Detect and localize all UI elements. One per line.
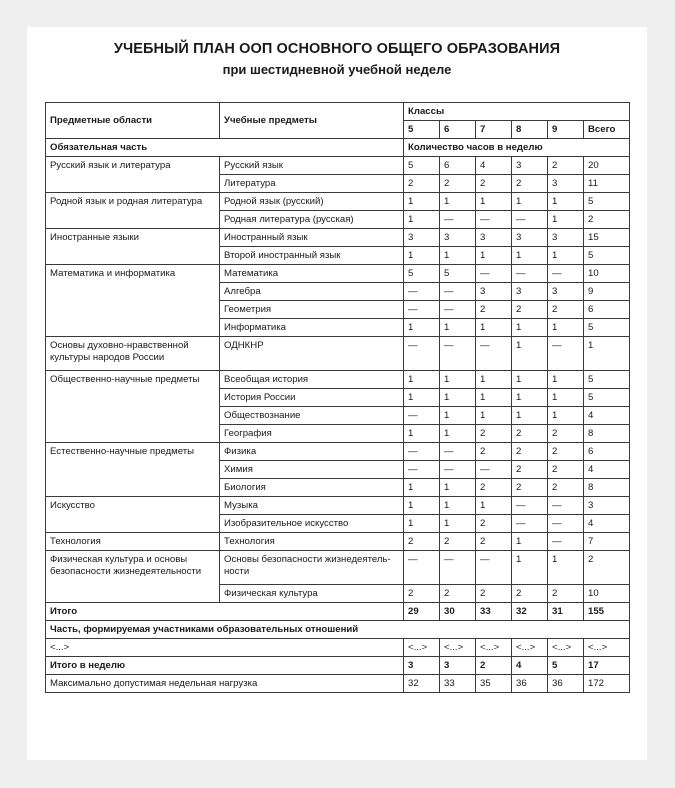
subject-name: История России [220,389,404,407]
hours-cell: — [548,515,584,533]
hours-cell: — [404,461,440,479]
weekly-total-row-value: 17 [584,657,630,675]
hours-cell: 3 [548,229,584,247]
hours-cell: — [512,515,548,533]
hours-cell: 1 [440,319,476,337]
hours-cell: — [440,461,476,479]
hours-cell: 1 [404,193,440,211]
document-page [27,27,647,760]
hours-cell: 4 [476,157,512,175]
hours-cell: 1 [512,247,548,265]
hours-cell: — [548,337,584,371]
subject-row [46,551,630,585]
hours-cell: 1 [548,193,584,211]
hours-cell: 2 [512,175,548,193]
subject-name: Математика [220,265,404,283]
hours-cell: — [476,461,512,479]
weekly-total-row-value: 4 [512,657,548,675]
max-load-row [46,675,630,693]
max-load-row-value: 36 [512,675,548,693]
hours-cell: 2 [476,175,512,193]
subject-area: Математика и информатика [46,265,220,337]
header-subjects: Учебные предметы [220,103,404,139]
hours-cell: — [476,211,512,229]
hours-cell: — [440,337,476,371]
hours-cell: 2 [548,425,584,443]
hours-total: 2 [584,551,630,585]
hours-total: 4 [584,461,630,479]
hours-total: 8 [584,425,630,443]
weekly-total-row-value: 5 [548,657,584,675]
hours-cell: 1 [548,247,584,265]
hours-cell: 1 [404,479,440,497]
max-load-row-label: Максимально допустимая недельная нагрузка [46,675,404,693]
subject-name: ОДНКНР [220,337,404,371]
hours-total: 2 [584,211,630,229]
subject-name: Физика [220,443,404,461]
subject-name: Алгебра [220,283,404,301]
subject-area: Искусство [46,497,220,533]
max-load-row-value: 33 [440,675,476,693]
hours-cell: 3 [548,175,584,193]
subject-name: Основы безопасности жизнедеятель-ности [220,551,404,585]
max-load-row-value: 35 [476,675,512,693]
hours-cell: 1 [476,193,512,211]
subject-area: Основы духовно-нравственной культуры народов России [46,337,220,371]
hours-cell: 1 [476,319,512,337]
hours-total: 11 [584,175,630,193]
subject-name: Родная литература (русская) [220,211,404,229]
hours-total: 5 [584,247,630,265]
subject-area: Физическая культура и основы безопасности жизнедеятельности [46,551,220,603]
hours-total: 5 [584,319,630,337]
subject-name: Химия [220,461,404,479]
hours-cell: 1 [512,371,548,389]
hours-cell: 1 [440,407,476,425]
hours-cell: — [404,301,440,319]
hours-cell: 1 [548,389,584,407]
part-placeholder-row-value: <...> [476,639,512,657]
hours-cell: 2 [476,443,512,461]
header-grade: 8 [512,121,548,139]
hours-cell: 2 [548,157,584,175]
hours-cell: — [440,443,476,461]
hours-cell: — [404,337,440,371]
hours-total: 5 [584,193,630,211]
hours-cell: 2 [440,585,476,603]
hours-total: 5 [584,371,630,389]
max-load-row-value: 172 [584,675,630,693]
hours-cell: — [404,407,440,425]
hours-total: 1 [584,337,630,371]
hours-cell: — [440,211,476,229]
subject-name: Технология [220,533,404,551]
hours-total: 8 [584,479,630,497]
hours-cell: 2 [404,585,440,603]
total-row [46,603,630,621]
hours-cell: — [440,551,476,585]
hours-cell: 1 [440,479,476,497]
hours-cell: — [512,265,548,283]
hours-cell: 3 [404,229,440,247]
hours-total: 20 [584,157,630,175]
hours-cell: 1 [440,247,476,265]
hours-cell: 2 [440,533,476,551]
subject-name: Литература [220,175,404,193]
hours-total: 3 [584,497,630,515]
hours-cell: 1 [548,551,584,585]
part-row [46,621,630,639]
hours-cell: — [476,265,512,283]
hours-cell: 3 [512,283,548,301]
hours-total: 5 [584,389,630,407]
hours-cell: 1 [404,371,440,389]
total-row-label: Итого [46,603,404,621]
total-row-value: 30 [440,603,476,621]
hours-cell: 1 [404,247,440,265]
subject-area: Русский язык и литература [46,157,220,193]
header-grade: 9 [548,121,584,139]
hours-cell: — [512,211,548,229]
hours-cell: 1 [548,319,584,337]
mandatory-label: Обязательная часть [46,139,404,157]
hours-cell: — [440,301,476,319]
hours-cell: 2 [548,585,584,603]
hours-cell: 2 [476,585,512,603]
hours-cell: 2 [440,175,476,193]
subject-row [46,443,630,461]
hours-cell: 1 [512,407,548,425]
subject-name: Второй иностранный язык [220,247,404,265]
subject-name: Информатика [220,319,404,337]
hours-cell: 2 [404,175,440,193]
hours-cell: 1 [512,337,548,371]
subject-row [46,337,630,371]
subject-row [46,265,630,283]
hours-cell: 2 [548,443,584,461]
subject-row [46,229,630,247]
hours-cell: 1 [440,193,476,211]
subject-area: Иностранные языки [46,229,220,265]
max-load-row-value: 36 [548,675,584,693]
weekly-total-row-value: 3 [440,657,476,675]
hours-cell: 2 [512,461,548,479]
hours-cell: 1 [548,211,584,229]
hours-cell: 2 [512,425,548,443]
hours-cell: 3 [512,229,548,247]
part-placeholder-row-value: <...> [548,639,584,657]
hours-cell: 1 [404,211,440,229]
subject-name: Геометрия [220,301,404,319]
hours-cell: — [404,443,440,461]
hours-total: 6 [584,443,630,461]
part-placeholder-row-value: <...> [440,639,476,657]
hours-cell: 1 [512,193,548,211]
hours-cell: 2 [512,479,548,497]
hours-cell: 2 [404,533,440,551]
subject-area: Технология [46,533,220,551]
hours-cell: 5 [404,157,440,175]
hours-total: 10 [584,265,630,283]
hours-cell: 2 [548,301,584,319]
subject-name: Музыка [220,497,404,515]
hours-total: 7 [584,533,630,551]
total-row-value: 155 [584,603,630,621]
hours-cell: 1 [440,425,476,443]
hours-cell: 1 [548,371,584,389]
hours-cell: 2 [548,479,584,497]
hours-cell: 2 [548,461,584,479]
hours-cell: 1 [476,407,512,425]
hours-total: 6 [584,301,630,319]
hours-cell: 2 [476,301,512,319]
hours-cell: 1 [512,533,548,551]
subject-area: Естественно-научные предметы [46,443,220,497]
hours-cell: 2 [476,533,512,551]
weekly-total-row-label: Итого в неделю [46,657,404,675]
hours-cell: — [440,283,476,301]
hours-cell: 1 [548,407,584,425]
subject-row [46,497,630,515]
hours-cell: — [548,497,584,515]
hours-cell: 2 [512,301,548,319]
header-areas: Предметные области [46,103,220,139]
header-grade: 7 [476,121,512,139]
part-row-label: Часть, формируемая участниками образовательных отношений [46,621,630,639]
subject-name: Всеобщая история [220,371,404,389]
hours-total: 4 [584,515,630,533]
hours-cell: 3 [476,229,512,247]
total-row-value: 31 [548,603,584,621]
hours-cell: — [548,265,584,283]
total-row-value: 33 [476,603,512,621]
hours-cell: 3 [512,157,548,175]
hours-cell: 1 [512,551,548,585]
hours-cell: 2 [476,515,512,533]
hours-cell: 1 [512,389,548,407]
hours-cell: 1 [476,247,512,265]
part-placeholder-row [46,639,630,657]
hours-label: Количество часов в неделю [404,139,630,157]
subject-row [46,157,630,175]
hours-cell: 1 [440,515,476,533]
subject-name: Физическая культура [220,585,404,603]
header-grade: 6 [440,121,476,139]
hours-cell: 1 [512,319,548,337]
hours-cell: 1 [476,389,512,407]
hours-cell: 2 [512,585,548,603]
part-placeholder-row-value: <...> [584,639,630,657]
hours-cell: 1 [404,497,440,515]
header-grade: 5 [404,121,440,139]
subject-row [46,193,630,211]
subject-name: Русский язык [220,157,404,175]
weekly-total-row [46,657,630,675]
subject-name: Иностранный язык [220,229,404,247]
hours-total: 4 [584,407,630,425]
hours-cell: 1 [404,389,440,407]
subject-name: Изобразительное искусство [220,515,404,533]
hours-cell: 3 [548,283,584,301]
page-subtitle: при шестидневной учебной неделе [222,62,452,77]
subject-name: Родной язык (русский) [220,193,404,211]
subject-area: Общественно-научные предметы [46,371,220,443]
hours-cell: — [512,497,548,515]
mandatory-row [46,139,630,157]
hours-total: 10 [584,585,630,603]
weekly-total-row-value: 2 [476,657,512,675]
subject-name: Биология [220,479,404,497]
hours-cell: 1 [404,319,440,337]
hours-cell: 3 [440,229,476,247]
hours-cell: 5 [440,265,476,283]
part-placeholder-row-value: <...> [404,639,440,657]
max-load-row-value: 32 [404,675,440,693]
hours-cell: 2 [512,443,548,461]
hours-cell: — [476,337,512,371]
hours-cell: 1 [476,371,512,389]
hours-cell: — [548,533,584,551]
hours-cell: — [404,551,440,585]
hours-cell: 6 [440,157,476,175]
subject-name: Обществознание [220,407,404,425]
hours-cell: 1 [440,497,476,515]
hours-cell: 2 [476,425,512,443]
page-title: УЧЕБНЫЙ ПЛАН ООП ОСНОВНОГО ОБЩЕГО ОБРАЗОВАНИЯ [113,41,561,57]
hours-cell: 1 [476,497,512,515]
part-placeholder-row-value: <...> [512,639,548,657]
curriculum-table [45,102,630,693]
hours-cell: 1 [404,425,440,443]
total-row-value: 29 [404,603,440,621]
hours-cell: — [476,551,512,585]
hours-total: 15 [584,229,630,247]
hours-total: 9 [584,283,630,301]
hours-cell: 1 [440,389,476,407]
header-total: Всего [584,121,630,139]
hours-cell: 1 [440,371,476,389]
hours-cell: 3 [476,283,512,301]
subject-area: Родной язык и родная литература [46,193,220,229]
weekly-total-row-value: 3 [404,657,440,675]
part-placeholder-row-label: <...> [46,639,404,657]
hours-cell: 2 [476,479,512,497]
header-row-1 [46,103,630,121]
subject-row [46,371,630,389]
total-row-value: 32 [512,603,548,621]
hours-cell: 5 [404,265,440,283]
hours-cell: — [404,283,440,301]
hours-cell: 1 [404,515,440,533]
subject-name: География [220,425,404,443]
header-classes: Классы [404,103,630,121]
subject-row [46,533,630,551]
